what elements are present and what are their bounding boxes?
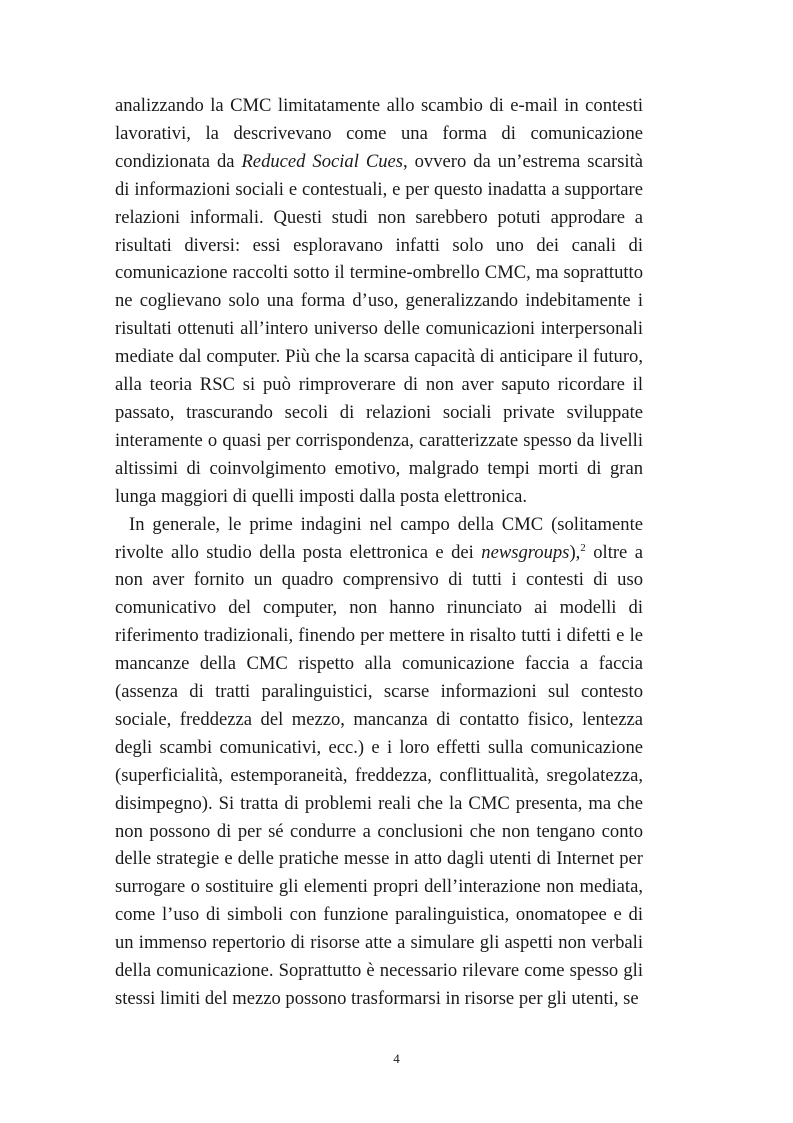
paragraph-text: oltre a non aver fornito un quadro comprensivo di tutti i contesti di uso comunicativo del computer, non hanno rinunciato ai modelli di riferimento tradizionali, finendo per mettere in risalto tutti i difetti e le mancanze della CMC rispetto alla comunicazione faccia a faccia (assenza di tratti paralinguistici, scarse informazioni sul contesto sociale, freddezza del mezzo, mancanza di contatto fisico, lentezza degli scambi comunicativi, ecc.) e i loro effetti sulla comunicazione (superficialità, estemporaneità, freddezza, conflittualità, sregolatezza, disimpegno). Si tratta di problemi reali che la CMC presenta, ma che non possono di per sé condurre a conclusioni che non tengano conto delle strategie e delle pratiche messe in atto dagli utenti di Internet per surrogare o sostituire gli elementi propri dell’interazione non mediata, come l’uso di simboli con funzione paralinguistica, onomatopee e di un immenso repertorio di risorse atte a simulare gli aspetti non verbali della comunicazione. Soprattutto è necessario rilevare come spesso gli stessi limiti del mezzo possono trasformarsi in risorse per gli utenti, se [115, 541, 643, 1009]
page-number: 4 [393, 1051, 400, 1066]
italic-term: Reduced Social Cues [241, 150, 404, 172]
paragraph [115, 511, 643, 1013]
paragraph-text: In generale, le prime indagini nel campo della CMC (solitamente rivolte allo studio della posta elettronica e dei [115, 513, 643, 563]
body-text [115, 92, 643, 1013]
footnote-reference[interactable]: 2 [580, 541, 586, 554]
paragraph-text: analizzando la CMC limitatamente allo scambio di e-mail in contesti lavorativi, la descrivevano come una forma di comunicazione condizionata da [115, 95, 643, 172]
paragraph-text: , ovvero da un’estrema scarsità di informazioni sociali e contestuali, e per questo inadatta a supportare relazioni informali. Questi studi non sarebbero potuti approdare a risultati diversi: essi esploravano infatti solo uno dei canali di comunicazione raccolti sotto il termine-ombrello CMC, ma soprattutto ne coglievano solo una forma d’uso, generalizzando indebitamente i risultati ottenuti all’intero universo delle comunicazioni interpersonali mediate dal computer. Più che la scarsa capacità di anticipare il futuro, alla teoria RSC si può rimproverare di non aver saputo ricordare il passato, trascurando secoli di relazioni sociali private sviluppate interamente o quasi per corrispondenza, caratterizzate spesso da livelli altissimi di coinvolgimento emotivo, malgrado tempi morti di gran lunga maggiori di quelli imposti dalla posta elettronica. [115, 150, 644, 507]
paragraph-text: ), [569, 541, 581, 563]
italic-term: newsgroups [481, 541, 570, 563]
paragraph [115, 92, 643, 511]
